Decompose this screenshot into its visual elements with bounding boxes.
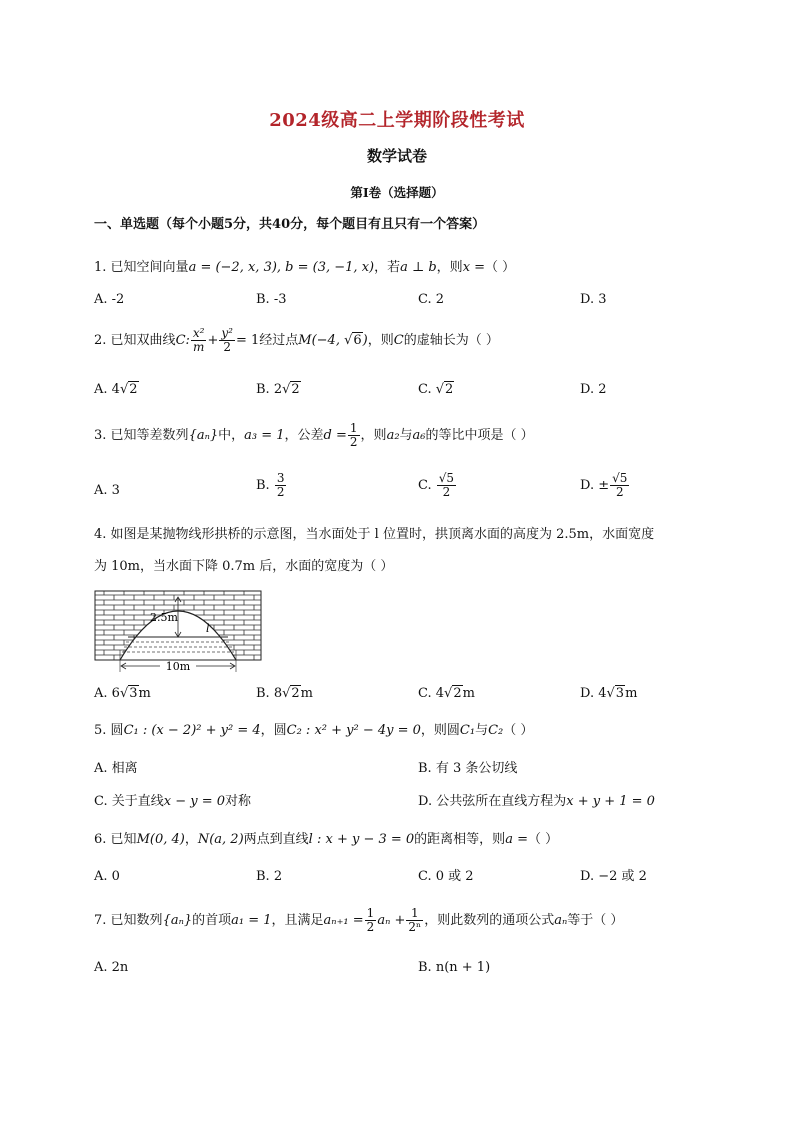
- option-c[interactable]: C. $\frac{√5}{2}$: [418, 471, 455, 499]
- option-d[interactable]: D. 2: [580, 382, 607, 397]
- question-number: 1.: [94, 260, 107, 275]
- math-expression: C₁ : (x − 2)² + y² = 4: [123, 723, 261, 738]
- question-text: ，则: [360, 428, 387, 443]
- math-expression: aₙ: [554, 913, 568, 928]
- question-3: [94, 422, 534, 449]
- question-text: （ ）: [503, 723, 534, 738]
- section-heading: 一、单选题（每个小题5分，共40分，每个题目有且只有一个答案）: [94, 217, 486, 232]
- math-expression: aₙ₊₁ =: [323, 913, 364, 928]
- math-expression: = 1: [235, 333, 260, 348]
- question-text: ，则此数列的通项公式: [424, 913, 555, 928]
- math-expression: C₁: [459, 723, 476, 738]
- question-text: 的虚轴长为（ ）: [403, 333, 499, 348]
- option-a[interactable]: A. 4√2: [94, 382, 138, 397]
- option-d[interactable]: D. 4√3m: [580, 686, 638, 701]
- question-4-line-1: [94, 525, 654, 545]
- arch-bridge-figure: [94, 590, 262, 672]
- question-text: ，圆: [260, 723, 287, 738]
- option-a[interactable]: A. 相离: [94, 761, 138, 776]
- option-b[interactable]: B. 有 3 条公切线: [418, 761, 518, 776]
- exam-subtitle: 数学试卷: [366, 147, 427, 165]
- question-text: 与: [399, 428, 413, 443]
- math-expression: a ⊥ b: [400, 260, 437, 275]
- math-expression: C:: [175, 333, 190, 348]
- fraction: $\frac{1}{2}$: [366, 906, 375, 934]
- sqrt-expression: 6: [353, 333, 362, 348]
- math-expression: a₃ = 1: [244, 428, 285, 443]
- question-text: ，公差: [284, 428, 324, 443]
- question-text: 圆: [110, 723, 124, 738]
- option-d[interactable]: D. −2 或 2: [580, 869, 647, 884]
- question-number: 3.: [94, 428, 107, 443]
- option-d[interactable]: D. ± $\frac{√5}{2}$: [580, 471, 628, 499]
- option-a[interactable]: A. 3: [94, 483, 120, 498]
- math-expression: C₂ : x² + y² − 4y = 0: [286, 723, 421, 738]
- question-number: 2.: [94, 333, 107, 348]
- question-text: 的首项: [192, 913, 232, 928]
- fraction: $\frac{1}{2}$: [349, 421, 358, 449]
- math-expression: N(a, 2): [197, 832, 244, 847]
- option-b[interactable]: B. -3: [256, 292, 287, 307]
- fraction: $\frac{1}{\text{2ⁿ}}$: [408, 906, 422, 934]
- exam-title: 2024级高二上学期阶段性考试: [269, 110, 525, 131]
- question-text: ，则: [436, 260, 463, 275]
- volume-heading: 第I卷（选择题）: [350, 185, 444, 200]
- question-7: [94, 907, 623, 934]
- option-a[interactable]: A. -2: [94, 292, 125, 307]
- question-text: 中，: [218, 428, 245, 443]
- question-text: ，且满足: [271, 913, 324, 928]
- question-text: 等于（ ）: [567, 913, 624, 928]
- question-text: 已知空间向量: [110, 260, 189, 275]
- option-d[interactable]: D. 公共弦所在直线方程为x + y + 1 = 0: [418, 794, 655, 809]
- option-b[interactable]: B. n(n + 1): [418, 960, 491, 975]
- question-text: ，: [184, 832, 198, 847]
- question-text: 与: [475, 723, 489, 738]
- option-a[interactable]: A. 0: [94, 869, 120, 884]
- math-expression: ): [362, 333, 368, 348]
- question-text: ，若: [374, 260, 401, 275]
- question-1: [94, 258, 515, 278]
- question-text: （ ）: [485, 260, 516, 275]
- math-expression: +: [207, 333, 219, 348]
- math-expression: d =: [323, 428, 347, 443]
- math-expression: {aₙ}: [162, 913, 193, 928]
- math-expression: a = (−2, x, 3), b = (3, −1, x): [188, 260, 375, 275]
- question-text: 已知双曲线: [110, 333, 176, 348]
- option-c[interactable]: C. 0 或 2: [418, 869, 474, 884]
- question-text: ，则: [367, 333, 394, 348]
- option-a[interactable]: A. 6√3m: [94, 686, 151, 701]
- option-b[interactable]: B. $\frac{3}{2}$: [256, 471, 285, 499]
- question-text: 已知数列: [110, 913, 163, 928]
- option-c[interactable]: C. √2: [418, 382, 454, 397]
- math-expression: a =: [505, 832, 528, 847]
- question-text: 如图是某抛物线形拱桥的示意图，当水面处于 l 位置时，拱顶离水面的高度为 2.5m，水面宽度: [110, 527, 655, 542]
- fraction: $\frac{\text{y²}}{2}$: [221, 326, 233, 354]
- option-b[interactable]: B. 8√2m: [256, 686, 313, 701]
- question-number: 4.: [94, 527, 107, 542]
- option-c[interactable]: C. 4√2m: [418, 686, 475, 701]
- math-expression: x =: [462, 260, 486, 275]
- math-expression: a₂: [386, 428, 400, 443]
- question-text: （ ）: [527, 832, 559, 847]
- option-b[interactable]: B. 2: [256, 869, 283, 884]
- math-expression: l : x + y − 3 = 0: [308, 832, 415, 847]
- fraction: $\frac{\text{x²}}{m}$: [192, 326, 205, 354]
- height-label: 2.5m: [150, 611, 178, 624]
- question-5: [94, 721, 533, 741]
- math-expression: a₁ = 1: [231, 913, 272, 928]
- width-label: 10m: [165, 660, 191, 672]
- question-text: ，则圆: [420, 723, 460, 738]
- line-label: l: [206, 622, 210, 635]
- math-expression: M(0, 4): [136, 832, 185, 847]
- math-expression: C₂: [488, 723, 504, 738]
- question-number: 5.: [94, 723, 107, 738]
- question-text: 的等比中项是（ ）: [425, 428, 534, 443]
- option-c[interactable]: C. 关于直线x − y = 0对称: [94, 794, 252, 809]
- math-expression: C: [393, 333, 404, 348]
- question-6: [94, 830, 558, 850]
- question-text: 经过点: [259, 333, 299, 348]
- option-d[interactable]: D. 3: [580, 292, 607, 307]
- option-b[interactable]: B. 2√2: [256, 382, 300, 397]
- question-text: 已知: [110, 832, 137, 847]
- question-2: 2. 已知双曲线C: $\frac{\text{x²}}{m}$ + $\frac{\text{y²}}{2}$ = 1经过点M(−4, √6)，则C的虚轴长为（ ）: [94, 326, 499, 354]
- question-text: 两点到直线: [243, 832, 309, 847]
- math-expression: M(−4,: [298, 333, 345, 348]
- option-a[interactable]: A. 2n: [94, 960, 129, 975]
- question-text: 的距离相等，则: [414, 832, 506, 847]
- question-number: 6.: [94, 832, 107, 847]
- math-expression: aₙ +: [377, 913, 406, 928]
- option-c[interactable]: C. 2: [418, 292, 445, 307]
- question-number: 7.: [94, 913, 107, 928]
- question-4-line-2: 为 10m，当水面下降 0.7m 后，水面的宽度为（ ）: [94, 559, 394, 574]
- math-expression: a₆: [412, 428, 426, 443]
- math-expression: {aₙ}: [188, 428, 219, 443]
- question-text: 已知等差数列: [110, 428, 189, 443]
